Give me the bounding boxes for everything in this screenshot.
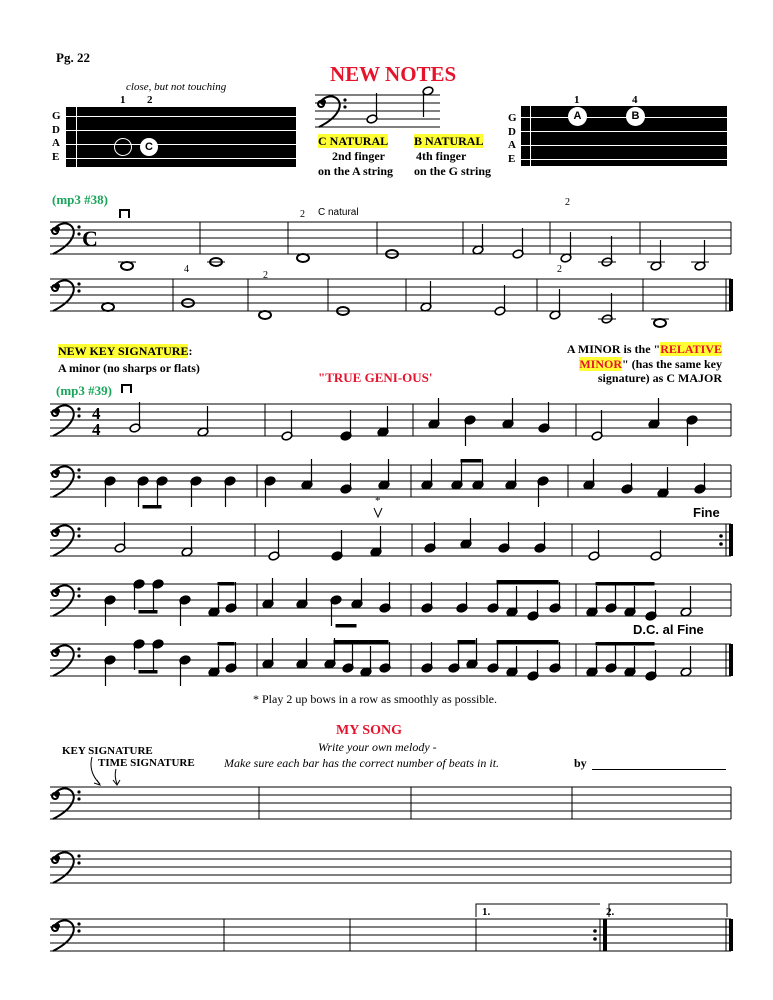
final-barline — [729, 644, 733, 676]
mp3-39-label: (mp3 #39) — [56, 383, 112, 398]
bass-clef-dot — [77, 407, 80, 410]
fingerboard-note: close, but not touching — [126, 81, 227, 93]
true-genious-title: "TRUE GENI-OUS' — [318, 370, 433, 385]
note-a-marker: A — [568, 107, 587, 126]
bass-clef-dot — [77, 225, 80, 228]
whole-note — [654, 319, 666, 327]
bass-clef-dot — [77, 854, 80, 857]
bass-clef-dot — [77, 654, 80, 657]
staff — [50, 404, 731, 436]
mp3-38-label: (mp3 #38) — [52, 192, 108, 207]
finger-number-2: 2 — [147, 94, 153, 106]
bass-clef-dot — [77, 282, 80, 285]
note-b-marker: B — [626, 107, 645, 126]
bass-clef-dot — [54, 648, 60, 654]
final-barline — [603, 919, 607, 951]
dc-al-fine-label: D.C. al Fine — [633, 622, 704, 637]
bass-clef-dot — [54, 923, 60, 929]
staff — [50, 919, 731, 951]
new-key-signature: NEW KEY SIGNATURE: — [58, 344, 193, 358]
final-barline — [729, 279, 733, 311]
bass-clef-dot — [54, 855, 60, 861]
repeat-dot — [593, 929, 597, 933]
beam — [596, 582, 655, 586]
bass-clef-dot — [77, 797, 80, 800]
beam — [218, 642, 235, 646]
beam — [497, 640, 559, 644]
c-natural-explain: C NATURAL 2nd finger on the A string — [318, 134, 394, 178]
whole-note — [259, 311, 271, 319]
beam — [218, 582, 235, 586]
finger-number-4-right: 4 — [632, 94, 638, 106]
beam — [458, 640, 476, 644]
b-natural-explain: B NATURAL 4th finger on the G string — [414, 134, 492, 178]
repeat-dot — [719, 534, 723, 538]
ending-1-label: 1. — [482, 906, 491, 918]
fingering-2a: 2 — [300, 209, 305, 220]
beam — [336, 624, 357, 628]
fingering-4: 4 — [184, 264, 189, 275]
bass-clef-dot — [77, 475, 80, 478]
a-minor-line: A minor (no sharps or flats) — [58, 361, 200, 375]
time-sig-top: 4 — [92, 404, 101, 423]
beam — [139, 610, 158, 614]
whole-note — [102, 303, 114, 311]
bass-clef-dot — [77, 587, 80, 590]
fingering-2b: 2 — [565, 197, 570, 208]
bass-clef-dot — [320, 99, 326, 105]
staff — [50, 851, 731, 883]
beam — [461, 459, 482, 463]
bass-clef-dot — [343, 105, 346, 108]
bass-clef-dot — [54, 528, 60, 534]
staff — [50, 787, 731, 819]
bass-clef-dot — [54, 791, 60, 797]
bass-clef-dot — [77, 790, 80, 793]
bass-clef-dot — [54, 283, 60, 289]
bass-clef-dot — [77, 594, 80, 597]
bass-clef-dot — [77, 647, 80, 650]
repeat-dot — [719, 542, 723, 546]
final-barline — [729, 524, 733, 556]
key-signature-label: KEY SIGNATURE — [62, 745, 153, 757]
string-labels-right: G D A E — [508, 112, 517, 165]
repeat-dot — [593, 937, 597, 941]
key-sig-arrow — [91, 757, 100, 784]
beam — [596, 642, 655, 646]
ending-2-label: 2. — [606, 906, 615, 918]
beam — [143, 505, 162, 509]
finger-number-1-right: 1 — [574, 94, 580, 106]
beam — [334, 640, 389, 644]
bass-clef-dot — [54, 408, 60, 414]
ending-1-bracket — [476, 904, 600, 917]
whole-note — [297, 254, 309, 262]
staff — [50, 524, 731, 556]
footnote: * Play 2 up bows in a row as smoothly as possible. — [253, 692, 497, 706]
time-signature-label: TIME SIGNATURE — [98, 757, 195, 769]
fine-label: Fine — [693, 505, 720, 520]
common-time: C — [82, 226, 98, 251]
string-labels-left: G D A E — [52, 110, 61, 163]
note-c-marker: C — [140, 138, 158, 156]
relative-minor-note: A MINOR is the "RELATIVE MINOR" (has the same key signature) as C MAJOR — [566, 342, 722, 385]
bass-clef-dot — [77, 929, 80, 932]
up-bow-mark — [374, 508, 382, 517]
my-song-title: MY SONG — [336, 723, 402, 738]
down-bow-mark — [122, 385, 131, 393]
finger-number-1: 1 — [120, 94, 126, 106]
ending-2-bracket — [609, 904, 727, 917]
bass-clef-dot — [54, 588, 60, 594]
by-label: by — [574, 756, 587, 770]
bass-clef-dot — [77, 232, 80, 235]
down-bow-mark — [120, 210, 129, 218]
asterisk: * — [375, 495, 381, 507]
beam — [139, 670, 158, 674]
my-song-subtitle: Write your own melody - — [318, 740, 437, 754]
whole-note — [121, 262, 133, 270]
bass-clef-dot — [54, 469, 60, 475]
c-natural-label: C natural — [318, 207, 359, 218]
time-sig-bottom: 4 — [92, 420, 101, 439]
my-song-instruction: Make sure each bar has the correct number of beats in it. — [224, 756, 500, 770]
final-barline — [729, 919, 733, 951]
beam — [497, 580, 559, 584]
fingering-2c: 2 — [263, 270, 268, 281]
time-sig-arrow — [115, 769, 117, 784]
fingering-2d: 2 — [557, 264, 562, 275]
bass-clef-dot — [77, 414, 80, 417]
bass-clef-dot — [77, 527, 80, 530]
bass-clef-dot — [77, 289, 80, 292]
bass-clef-dot — [77, 922, 80, 925]
bass-clef-dot — [77, 534, 80, 537]
staff — [50, 279, 731, 311]
bass-clef-dot — [77, 468, 80, 471]
bass-clef-dot — [54, 226, 60, 232]
page-title: NEW NOTES — [330, 62, 457, 86]
staff — [315, 95, 440, 127]
bass-clef-dot — [343, 98, 346, 101]
bass-clef-dot — [77, 861, 80, 864]
page-number: Pg. 22 — [56, 50, 90, 65]
